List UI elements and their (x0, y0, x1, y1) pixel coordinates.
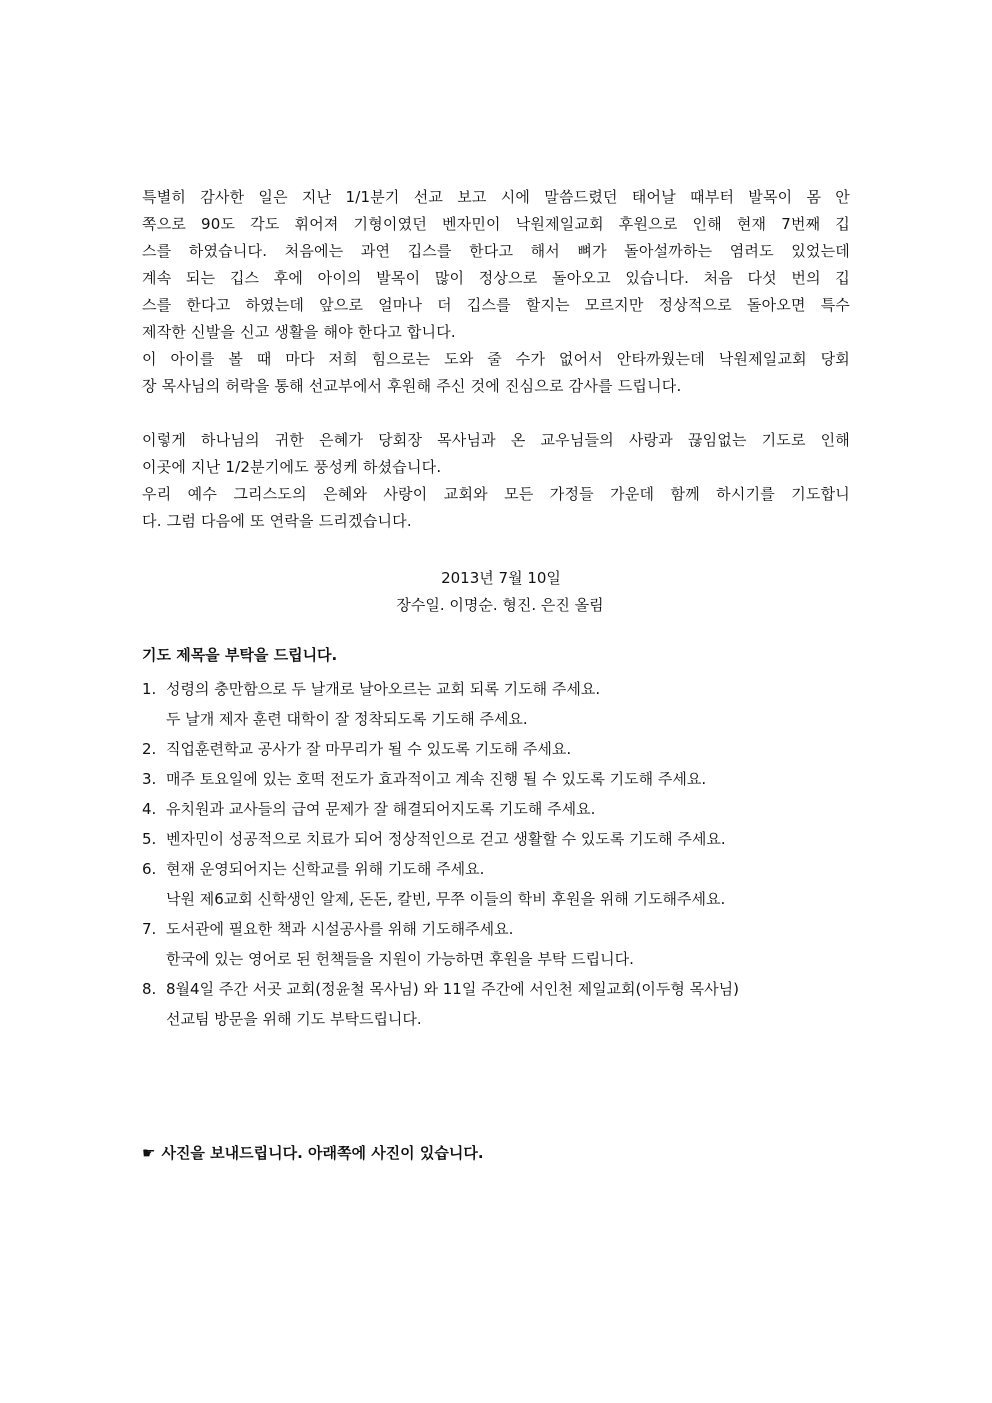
prayer-requests-heading: 기도 제목을 부탁을 드립니다. (142, 646, 338, 664)
list-number: 2. (142, 740, 157, 758)
list-item (142, 764, 850, 794)
list-item-text: 유치원과 교사들의 급여 문제가 잘 해결되어지도록 기도해 주세요. (166, 800, 596, 818)
list-item-text: 현재 운영되어지는 신학교를 위해 기도해 주세요. (166, 860, 485, 878)
paragraph-blessing (142, 481, 850, 535)
photo-note (142, 1139, 484, 1167)
list-number: 5. (142, 830, 157, 848)
list-item-text: 낙원 제6교회 신학생인 알제, 돈돈, 칼빈, 무쭈 이들의 학비 후원을 위해 기도해주세요. (166, 890, 726, 908)
list-item-text: 도서관에 필요한 책과 시설공사를 위해 기도해주세요. (166, 920, 514, 938)
paragraph-ankle-treatment (142, 184, 850, 346)
prayer-requests-list (142, 674, 850, 1034)
letter-body (142, 184, 850, 1034)
list-number: 7. (142, 920, 157, 938)
paragraph-line: 제작한 신발을 신고 생활을 해야 한다고 합니다. (142, 323, 456, 341)
list-item (142, 974, 850, 1034)
list-item (142, 734, 850, 764)
paragraph-line: 쪽으로 90도 각도 휘어져 기형이였던 벤자민이 낙원제일교회 후원으로 인해 현재 7번째 깁 (142, 215, 850, 233)
paragraph-line: 이렇게 하나님의 귀한 은혜가 당회장 목사님과 온 교우님들의 사랑과 끊임없는 기도로 인해 (142, 431, 850, 449)
list-item-text: 벤자민이 성공적으로 치료가 되어 정상적인으로 걷고 생활할 수 있도록 기도해 주세요. (166, 830, 726, 848)
list-item (142, 794, 850, 824)
list-number: 3. (142, 770, 157, 788)
list-item-text: 8월4일 주간 서곳 교회(정윤철 목사님) 와 11일 주간에 서인천 제일교회(이두형 목사님) (166, 980, 739, 998)
list-item-text: 두 날개 제자 훈련 대학이 잘 정착되도록 기도해 주세요. (166, 710, 528, 728)
paragraph-thanks (142, 346, 850, 400)
list-number: 1. (142, 680, 157, 698)
list-item (142, 854, 850, 914)
list-item-text: 한국에 있는 영어로 된 헌책들을 지원이 가능하면 후원을 부탁 드립니다. (166, 950, 634, 968)
list-item-text: 매주 토요일에 있는 호떡 전도가 효과적이고 계속 진행 될 수 있도록 기도해 주세요. (166, 770, 707, 788)
paragraph-line: 스를 한다고 하였는데 앞으로 얼마나 더 깁스를 할지는 모르지만 정상적으로 돌아오면 특수 (142, 296, 850, 314)
letter-date: 2013년 7월 10일 (441, 569, 561, 587)
paragraph-line: 다. 그럼 다음에 또 연락을 드리겠습니다. (142, 512, 412, 530)
list-number: 8. (142, 980, 157, 998)
paragraph-line: 장 목사님의 허락을 통해 선교부에서 후원해 주신 것에 진심으로 감사를 드립니다. (142, 377, 682, 395)
photo-note-text: 사진을 보내드립니다. 아래쪽에 사진이 있습니다. (161, 1144, 484, 1162)
paragraph-line: 우리 예수 그리스도의 은혜와 사랑이 교회와 모든 가정들 가운데 함께 하시기를 기도합니 (142, 485, 850, 503)
paragraph-grace (142, 427, 850, 481)
list-item (142, 824, 850, 854)
list-item (142, 914, 850, 974)
list-number: 6. (142, 860, 157, 878)
list-item-text: 성령의 충만함으로 두 날개로 날아오르는 교회 되록 기도해 주세요. (166, 680, 601, 698)
list-number: 4. (142, 800, 157, 818)
list-item (142, 674, 850, 734)
paragraph-line: 스를 하였습니다. 처음에는 과연 깁스를 한다고 해서 뼈가 돌아설까하는 염려도 있었는데 (142, 242, 850, 260)
paragraph-line: 계속 되는 깁스 후에 아이의 발목이 많이 정상으로 돌아오고 있습니다. 처음 다섯 번의 깁 (142, 269, 850, 287)
paragraph-line: 특별히 감사한 일은 지난 1/1분기 선교 보고 시에 말씀드렸던 태어날 때부터 발목이 몸 안 (142, 188, 850, 206)
letter-signers: 장수일. 이명순. 형진. 은진 올림 (396, 596, 604, 614)
pointing-hand-icon: ☛ (142, 1144, 156, 1162)
list-item-text: 선교팀 방문을 위해 기도 부탁드립니다. (166, 1010, 422, 1028)
list-item-text: 직업훈련학교 공사가 잘 마무리가 될 수 있도록 기도해 주세요. (166, 740, 572, 758)
paragraph-line: 이곳에 지난 1/2분기에도 풍성케 하셨습니다. (142, 458, 442, 476)
paragraph-line: 이 아이를 볼 때 마다 저희 힘으로는 도와 줄 수가 없어서 안타까웠는데 낙원제일교회 당회 (142, 350, 850, 368)
